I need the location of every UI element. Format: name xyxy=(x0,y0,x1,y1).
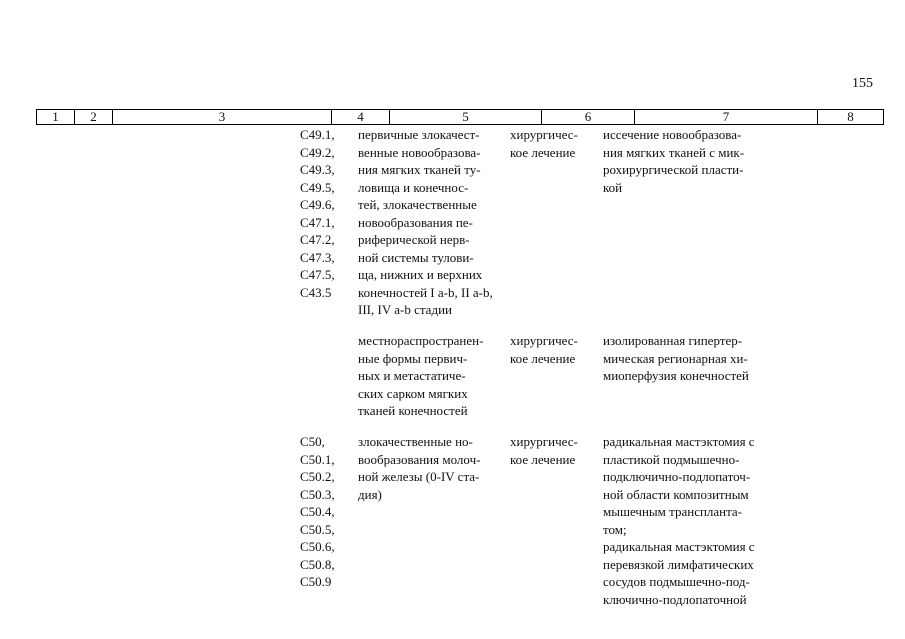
row-method xyxy=(603,433,781,608)
diagnosis-line: венные новообразова- xyxy=(358,144,481,160)
method-line: мышечным трансплантa- xyxy=(603,504,742,519)
method-line: подключично-подлопаточ- xyxy=(603,469,751,484)
row-method xyxy=(603,126,781,196)
row-codes xyxy=(300,433,352,591)
row-diagnosis xyxy=(358,332,504,420)
diagnosis-line: местнораспространен- xyxy=(358,333,484,348)
diagnosis-line: ной системы тулови- xyxy=(358,249,474,265)
treatment-line: кое лечение xyxy=(510,144,576,160)
diagnosis-line: тей, злокачественные xyxy=(358,197,477,212)
diagnosis-line: риферической нерв- xyxy=(358,232,470,247)
diagnosis-line: ща, нижних и верхних xyxy=(358,267,483,282)
treatment-line: кое лечение xyxy=(510,451,576,467)
page-number: 155 xyxy=(852,76,873,91)
icd-code: C50.9 xyxy=(300,574,332,589)
method-line: иссечение новообразова- xyxy=(603,127,742,142)
header-col-2: 2 xyxy=(90,109,97,124)
icd-code: C49.2, xyxy=(300,144,335,160)
row-treatment xyxy=(510,126,598,161)
header-col-8: 8 xyxy=(847,109,854,124)
header-col-1: 1 xyxy=(52,109,59,124)
icd-code: C50.4, xyxy=(300,504,335,519)
icd-code: C43.5 xyxy=(300,284,332,300)
treatment-line: кое лечение xyxy=(510,350,576,366)
diagnosis-line: III, IV a-b стадии xyxy=(358,302,452,317)
diagnosis-line: ные формы первич- xyxy=(358,350,468,366)
method-line: ной области композитным xyxy=(603,486,749,502)
method-line: том; xyxy=(603,521,627,537)
diagnosis-line: ских сарком мягких xyxy=(358,385,468,401)
diagnosis-line: конечностей I a-b, II a-b, xyxy=(358,284,493,300)
header-col-5: 5 xyxy=(462,109,469,124)
diagnosis-line: тканей конечностей xyxy=(358,403,468,418)
diagnosis-line: вообразования молоч- xyxy=(358,451,481,467)
method-line: пластикой подмышечно- xyxy=(603,451,740,467)
table-header xyxy=(36,109,884,125)
icd-code: C49.6, xyxy=(300,197,335,212)
method-line: мическая регионарная хи- xyxy=(603,350,748,366)
method-line: радикальная мастэктомия с xyxy=(603,539,755,554)
icd-code: C50.2, xyxy=(300,469,335,484)
method-line: перевязкой лимфатических xyxy=(603,556,754,572)
method-line: радикальная мастэктомия с xyxy=(603,434,755,449)
header-col-4: 4 xyxy=(357,109,364,124)
row-codes xyxy=(300,126,352,301)
icd-code: C47.1, xyxy=(300,214,335,230)
diagnosis-line: ных и метастатиче- xyxy=(358,368,466,383)
method-line: ния мягких тканей с мик- xyxy=(603,144,745,160)
diagnosis-line: новообразования пе- xyxy=(358,214,473,230)
diagnosis-line: дия) xyxy=(358,486,382,502)
method-line: сосудов подмышечно-под- xyxy=(603,574,750,589)
icd-code: C50.3, xyxy=(300,486,335,502)
diagnosis-line: ния мягких тканей ту- xyxy=(358,162,481,177)
treatment-line: хирургичес- xyxy=(510,434,578,449)
method-line: рохирургической пласти- xyxy=(603,162,744,177)
icd-code: C47.3, xyxy=(300,249,335,265)
icd-code: C50, xyxy=(300,434,325,449)
method-line: ключично-подлопаточной xyxy=(603,591,747,607)
row-diagnosis xyxy=(358,433,504,503)
treatment-line: хирургичес- xyxy=(510,127,578,142)
icd-code: C50.1, xyxy=(300,451,335,467)
diagnosis-line: злокачественные но- xyxy=(358,434,473,449)
icd-code: C49.3, xyxy=(300,162,335,177)
method-line: изолированная гипертер- xyxy=(603,333,743,348)
treatment-line: хирургичес- xyxy=(510,333,578,348)
icd-code: C50.6, xyxy=(300,539,335,554)
diagnosis-line: ловища и конечнос- xyxy=(358,179,469,195)
diagnosis-line: ной железы (0-IV ста- xyxy=(358,469,480,484)
method-line: кой xyxy=(603,179,623,195)
header-col-3: 3 xyxy=(218,109,226,124)
row-treatment xyxy=(510,332,598,367)
icd-code: C49.1, xyxy=(300,127,335,142)
header-col-6: 6 xyxy=(584,109,592,124)
diagnosis-line: первичные злокачест- xyxy=(358,127,480,142)
row-diagnosis xyxy=(358,126,504,319)
row-treatment xyxy=(510,433,598,468)
header-col-7: 7 xyxy=(722,109,730,124)
icd-code: C50.5, xyxy=(300,521,335,537)
icd-code: C47.5, xyxy=(300,267,335,282)
icd-code: C50.8, xyxy=(300,556,335,572)
method-line: миоперфузия конечностей xyxy=(603,368,749,383)
icd-code: C49.5, xyxy=(300,179,335,195)
row-method xyxy=(603,332,781,385)
icd-code: C47.2, xyxy=(300,232,335,247)
